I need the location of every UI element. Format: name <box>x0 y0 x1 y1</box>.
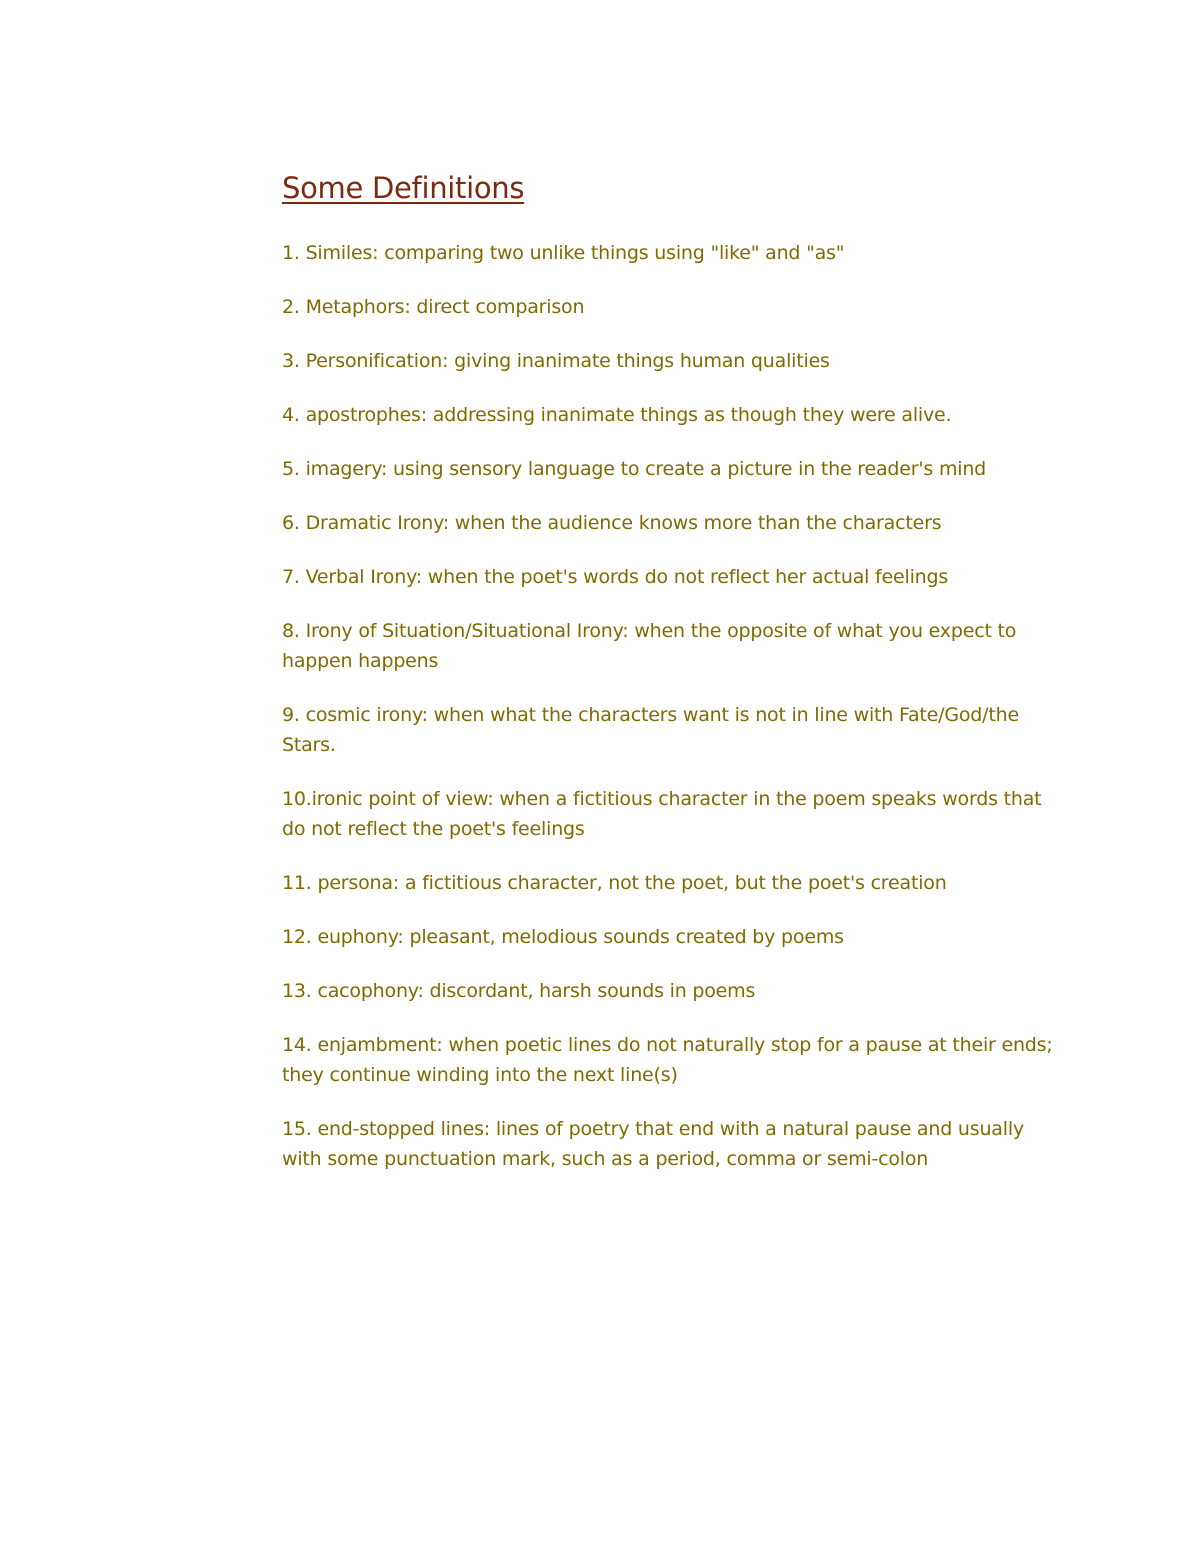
definition-item: 2. Metaphors: direct comparison <box>282 296 585 318</box>
definition-item: 3. Personification: giving inanimate things human qualities <box>282 350 830 372</box>
document-content <box>282 168 1062 1198</box>
definition-item: 12. euphony: pleasant, melodious sounds created by poems <box>282 926 844 948</box>
definition-item: 5. imagery: using sensory language to create a picture in the reader's mind <box>282 458 987 480</box>
definition-item: 8. Irony of Situation/Situational Irony: when the opposite of what you expect to happen happens <box>282 620 1017 672</box>
definition-item: 14. enjambment: when poetic lines do not naturally stop for a pause at their ends; they continue winding into the next line(s) <box>282 1034 1053 1086</box>
page-title: Some Definitions <box>282 171 525 205</box>
definition-item: 6. Dramatic Irony: when the audience knows more than the characters <box>282 512 942 534</box>
definitions-list <box>282 238 1062 1174</box>
definition-item: 10.ironic point of view: when a fictitious character in the poem speaks words that do not reflect the poet's feelings <box>282 788 1042 840</box>
definition-item: 11. persona: a fictitious character, not the poet, but the poet's creation <box>282 872 947 894</box>
definition-item: 9. cosmic irony: when what the characters want is not in line with Fate/God/the Stars. <box>282 704 1019 756</box>
definition-item: 15. end-stopped lines: lines of poetry that end with a natural pause and usually with some punctuation mark, such as a period, comma or semi-colon <box>282 1118 1024 1170</box>
definition-item: 13. cacophony: discordant, harsh sounds in poems <box>282 980 756 1002</box>
definition-item: 7. Verbal Irony: when the poet's words do not reflect her actual feelings <box>282 566 949 588</box>
definition-item: 4. apostrophes: addressing inanimate things as though they were alive. <box>282 404 952 426</box>
definition-item: 1. Similes: comparing two unlike things using "like" and "as" <box>282 242 845 264</box>
